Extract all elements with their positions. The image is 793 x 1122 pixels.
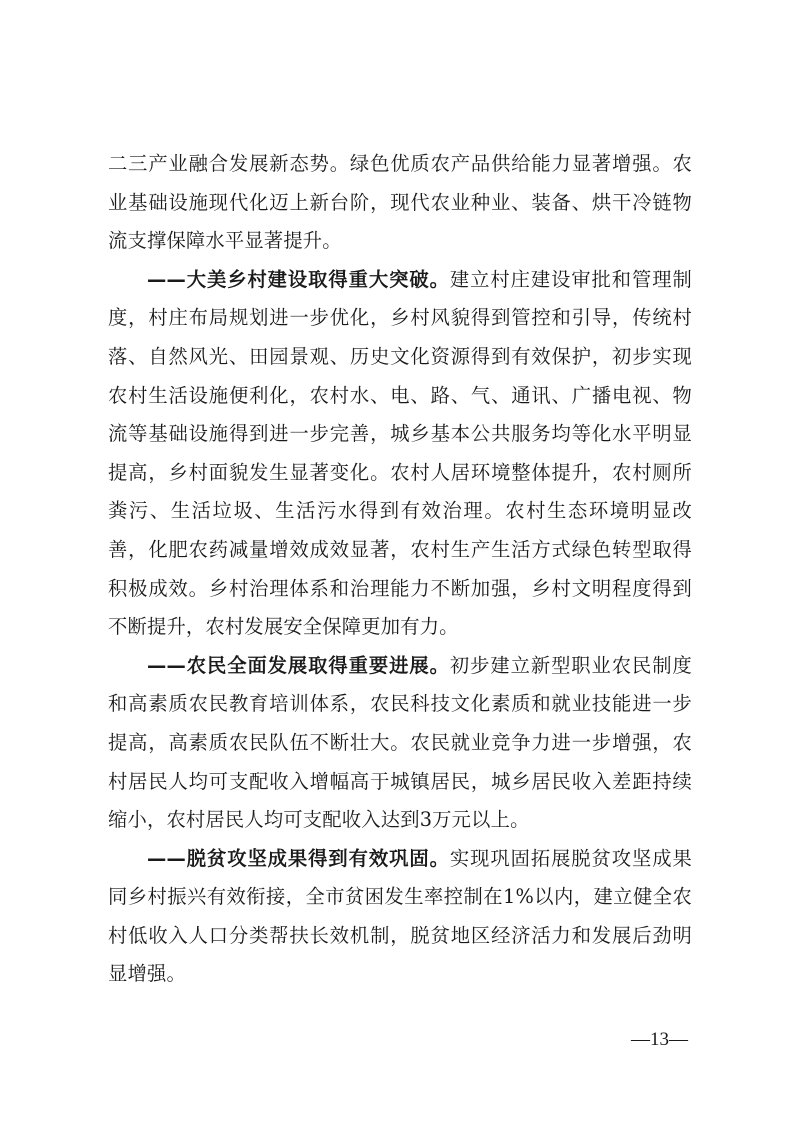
paragraph-text: 初步建立新型职业农民制度和高素质农民教育培训体系，农民科技文化素质和就业技能进一步提高，高素质农民队伍不断壮大。农民就业竞争力进一步增强，农村居民人均可支配收入增幅高于城镇居民，城乡居民收入差距持续缩小，农村居民人均可支配收入达到3万元以上。 [108,653,692,832]
paragraph-heading: ——大美乡村建设取得重大突破。 [147,267,450,291]
paragraph-continuation [108,145,692,261]
paragraph-poverty-alleviation [108,840,692,994]
paragraph-text: 实现巩固拓展脱贫攻坚成果同乡村振兴有效衔接，全市贫困发生率控制在1%以内，建立健全农村低收入人口分类帮扶长效机制，脱贫地区经济活力和发展后劲明显增强。 [108,846,692,986]
paragraph-farmer-development [108,647,692,840]
paragraph-text: 二三产业融合发展新态势。绿色优质农产品供给能力显著增强。农业基础设施现代化迈上新台阶，现代农业种业、装备、烘干冷链物流支撑保障水平显著提升。 [108,152,692,253]
body-text [108,145,692,994]
paragraph-rural-construction [108,261,692,647]
paragraph-text: 建立村庄建设审批和管理制度，村庄布局规划进一步优化，乡村风貌得到管控和引导，传统村落、自然风光、田园景观、历史文化资源得到有效保护，初步实现农村生活设施便利化，农村水、电、路、气、通讯、广播电视、物流等基础设施得到进一步完善，城乡基本公共服务均等化水平明显提高，乡村面貌发生显著变化。农村人居环境整体提升，农村厕所粪污、生活垃圾、生活污水得到有效治理。农村生态环境明显改善，化肥农药减量增效成效显著，农村生产生活方式绿色转型取得积极成效。乡村治理体系和治理能力不断加强，乡村文明程度得到不断提升，农村发展安全保障更加有力。 [108,267,692,639]
paragraph-heading: ——脱贫攻坚成果得到有效巩固。 [147,846,450,870]
paragraph-heading: ——农民全面发展取得重要进展。 [147,653,450,677]
page-number: —13— [631,1029,688,1050]
